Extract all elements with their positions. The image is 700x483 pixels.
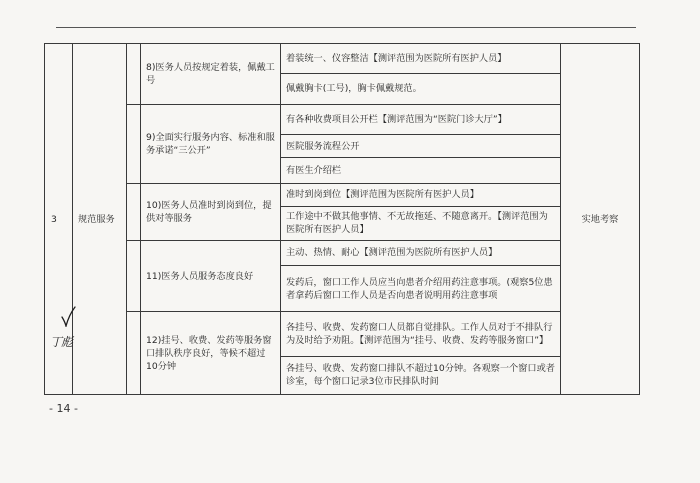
- standard-cell: 佩戴胸卡(工号)，胸卡佩戴规范。: [281, 73, 561, 105]
- item-label: 8)医务人员按规定着装，佩戴工号: [146, 62, 275, 87]
- gap-cell: [127, 105, 141, 183]
- gap-cell: [127, 44, 141, 105]
- page-number: - 14 -: [49, 402, 78, 415]
- table-row: [45, 312, 640, 356]
- evaluation-table: [44, 43, 640, 395]
- item-cell: [141, 44, 281, 105]
- item-cell: [141, 105, 281, 183]
- item-label: 10)医务人员准时到岗到位，提供对等服务: [146, 199, 272, 224]
- item-cell: [141, 240, 281, 312]
- standard-cell: 有各种收费项目公开栏【测评范围为“医院门诊大厅”】: [281, 105, 561, 135]
- standard-cell: 主动、热情、耐心【测评范围为医院所有医护人员】: [281, 240, 561, 265]
- item-label: 12)挂号、收费、发药等服务窗口排队秩序良好，等候不超过10分钟: [146, 334, 272, 372]
- standard-cell: 医院服务流程公开: [281, 134, 561, 157]
- table-row: [45, 44, 640, 74]
- item-label: 11)医务人员服务态度良好: [146, 270, 254, 282]
- table-row: [45, 183, 640, 206]
- standard-cell: 各挂号、收费、发药窗口排队不超过10分钟。各观察一个窗口或者诊室，每个窗口记录3位市民排队时间: [281, 356, 561, 394]
- handwritten-signature: 丁彪: [50, 335, 73, 349]
- standard-cell: 着装统一、仪容整洁【测评范围为医院所有医护人员】: [281, 44, 561, 74]
- standard-cell: 发药后，窗口工作人员应当向患者介绍用药注意事项。(观察5位患者拿药后窗口工作人员是否向患者说明用药注意事项: [281, 265, 561, 312]
- method-cell: 实地考察: [561, 44, 640, 395]
- standard-cell: 准时到岗到位【测评范围为医院所有医护人员】: [281, 183, 561, 206]
- table-row: [45, 240, 640, 265]
- standard-cell: 有医生介绍栏: [281, 158, 561, 183]
- gap-cell: [127, 312, 141, 395]
- header-rule: [56, 27, 636, 28]
- table-row: [45, 105, 640, 135]
- standard-cell: 各挂号、收费、发药窗口人员都自觉排队。工作人员对于不排队行为及时给予劝阻。【测评范围为“挂号、收费、发药等服务窗口”】: [281, 312, 561, 356]
- row-number-cell: 3: [45, 44, 73, 395]
- item-cell: [141, 312, 281, 395]
- item-cell: [141, 183, 281, 240]
- item-label: 9)全面实行服务内容、标准和服务承诺“三公开”: [146, 131, 275, 156]
- category-cell: 规范服务: [73, 44, 127, 395]
- gap-cell: [127, 183, 141, 240]
- check-mark-icon: [60, 305, 76, 327]
- gap-cell: [127, 240, 141, 312]
- standard-cell: 工作途中不做其他事情、不无故拖延、不随意离开。【测评范围为医院所有医护人员】: [281, 206, 561, 240]
- evaluation-table-wrapper: [44, 43, 639, 395]
